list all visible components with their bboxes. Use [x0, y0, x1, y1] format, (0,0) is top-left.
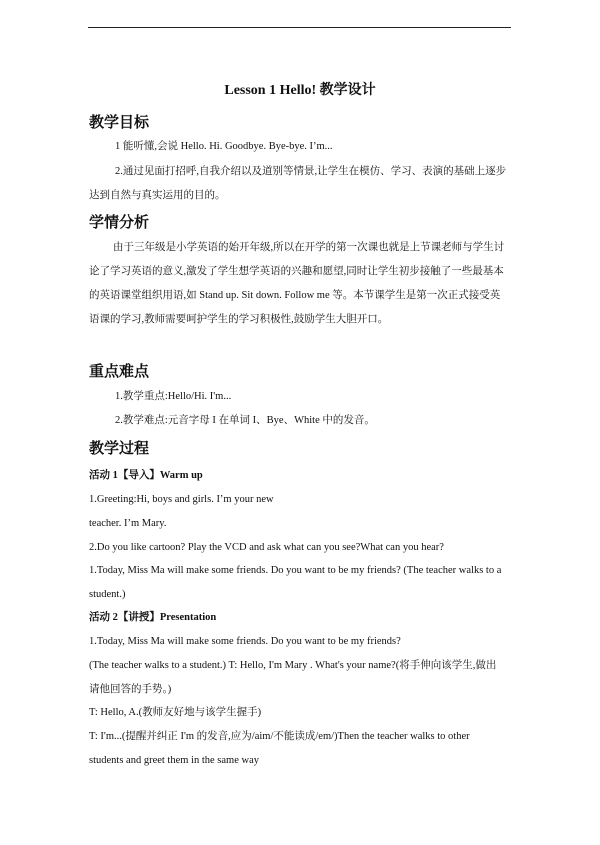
heading-keypoints: 重点难点 — [89, 362, 150, 380]
activity-2-label: 活动 2【讲授】Presentation — [89, 612, 217, 623]
heading-process: 教学过程 — [89, 439, 150, 457]
analysis-line-2: 论了学习英语的意义,激发了学生想学英语的兴趣和愿望,同时让学生初步接触了一些最基本 — [89, 266, 504, 277]
analysis-line-3: 的英语课堂组织用语,如 Stand up. Sit down. Follow me 等。本节课学生是第一次正式接受英 — [89, 290, 501, 301]
activity-1-label: 活动 1【导入】Warm up — [89, 470, 203, 481]
analysis-line-4: 语课的学习,教师需要呵护学生的学习积极性,鼓励学生大胆开口。 — [89, 314, 389, 325]
activity-1-line-2: teacher. I’m Mary. — [89, 518, 167, 529]
activity-1-line-1: 1.Greeting:Hi, boys and girls. I’m your new — [89, 494, 274, 505]
activity-2-line-6: students and greet them in the same way — [89, 755, 259, 766]
activity-2-line-2: (The teacher walks to a student.) T: Hello, I'm Mary . What's your name?(将手伸向该学生,做出 — [89, 660, 497, 671]
keypoint-line-1: 1.教学重点:Hello/Hi. I'm... — [115, 391, 232, 402]
activity-2-line-5: T: I'm...(提醒并纠正 I'm 的发音,应为/aim/不能读成/em/)Then the teacher walks to other — [89, 731, 470, 742]
activity-2-line-4: T: Hello, A.(教师友好地与该学生握手) — [89, 707, 262, 718]
activity-1-line-5: student.) — [89, 589, 126, 600]
activity-2-line-3: 请他回答的手势。) — [89, 684, 172, 695]
activity-1-line-4: 1.Today, Miss Ma will make some friends. Do you want to be my friends? (The teacher walks to a — [89, 565, 502, 576]
analysis-line-1: 由于三年级是小学英语的始开年级,所以在开学的第一次课也就是上节课老师与学生讨 — [113, 242, 505, 253]
header-rule — [88, 27, 511, 28]
activity-1-line-3: 2.Do you like cartoon? Play the VCD and ask what can you see?What can you hear? — [89, 542, 444, 553]
goal-line-1: 1 能听懂,会说 Hello. Hi. Goodbye. Bye-bye. I’m... — [115, 141, 333, 152]
keypoint-line-2: 2.教学难点:元音字母 I 在单词 I、Bye、White 中的发音。 — [115, 415, 375, 426]
goal-line-3: 达到自然与真实运用的目的。 — [89, 190, 226, 201]
heading-analysis: 学情分析 — [89, 213, 150, 231]
activity-2-line-1: 1.Today, Miss Ma will make some friends. Do you want to be my friends? — [89, 636, 401, 647]
heading-goals: 教学目标 — [89, 113, 150, 131]
goal-line-2: 2.通过见面打招呼,自我介绍以及道别等情景,让学生在模仿、学习、表演的基础上逐步 — [115, 166, 507, 177]
document-title: Lesson 1 Hello! 教学设计 — [224, 83, 376, 98]
